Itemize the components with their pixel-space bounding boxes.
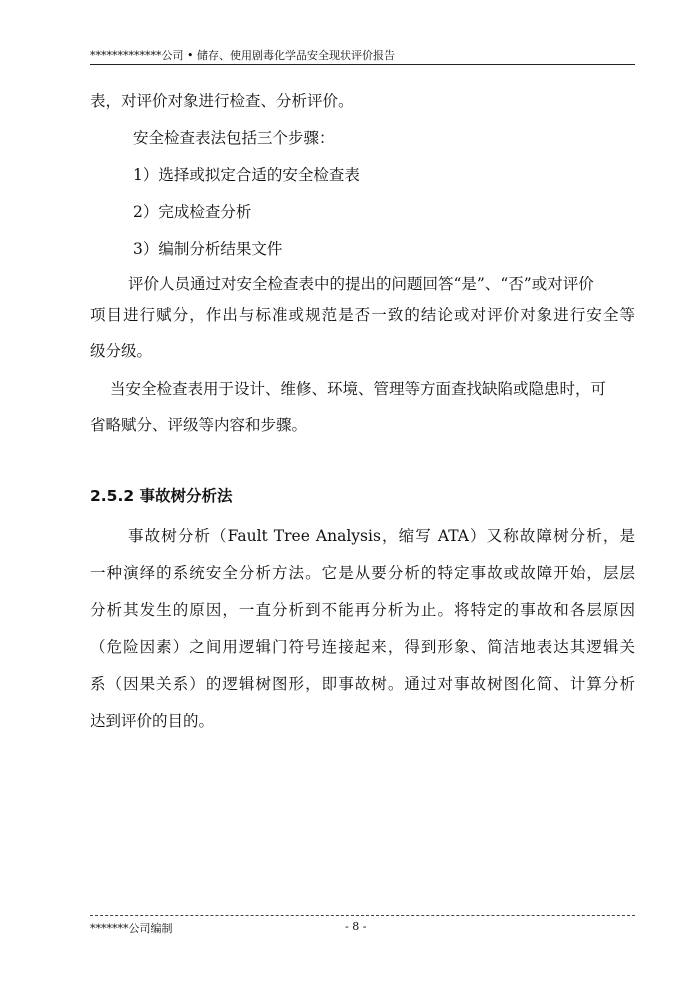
section-heading: 2.5.2 事故树分析法 [90,487,233,505]
steps-intro: 安全检查表法包括三个步骤： [133,129,335,147]
paragraph-line: 一种演绎的系统安全分析方法。它是从要分析的特定事故或故障开始，层层 [90,564,635,582]
step-item: 3）编制分析结果文件 [133,240,283,258]
paragraph-line: 项目进行赋分，作出与标准或规范是否一致的结论或对评价对象进行安全等 [90,306,635,324]
paragraph-line: 事故树分析（Fault Tree Analysis，缩写 ATA）又称故障树分析，是 [128,527,635,545]
footer-company: *******公司编制 [90,922,173,935]
page-number: - 8 - [345,920,367,933]
paragraph-line: 达到评价的目的。 [90,712,215,730]
paragraph-line: 评价人员通过对安全检查表中的提出的问题回答“是”、“否”或对评价 [128,275,594,293]
page-header: *************公司 • 储存、使用剧毒化学品安全现状评价报告 [90,49,395,62]
paragraph-line: 当安全检查表用于设计、维修、环境、管理等方面查找缺陷或隐患时，可 [110,380,607,398]
paragraph-line: 表，对评价对象进行检查、分析评价。 [90,92,354,110]
step-item: 1）选择或拟定合适的安全检查表 [133,166,360,184]
paragraph-line: 省略赋分、评级等内容和步骤。 [90,416,308,434]
paragraph-line: （危险因素）之间用逻辑门符号连接起来，得到形象、简洁地表达其逻辑关 [90,638,635,656]
paragraph-line: 分析其发生的原因，一直分析到不能再分析为止。将特定的事故和各层原因 [90,601,635,619]
paragraph-line: 级分级。 [90,342,153,360]
paragraph-line: 系（因果关系）的逻辑树图形，即事故树。通过对事故树图化简、计算分析 [90,675,635,693]
step-item: 2）完成检查分析 [133,203,252,221]
header-divider [90,64,635,65]
footer-divider [90,915,635,916]
